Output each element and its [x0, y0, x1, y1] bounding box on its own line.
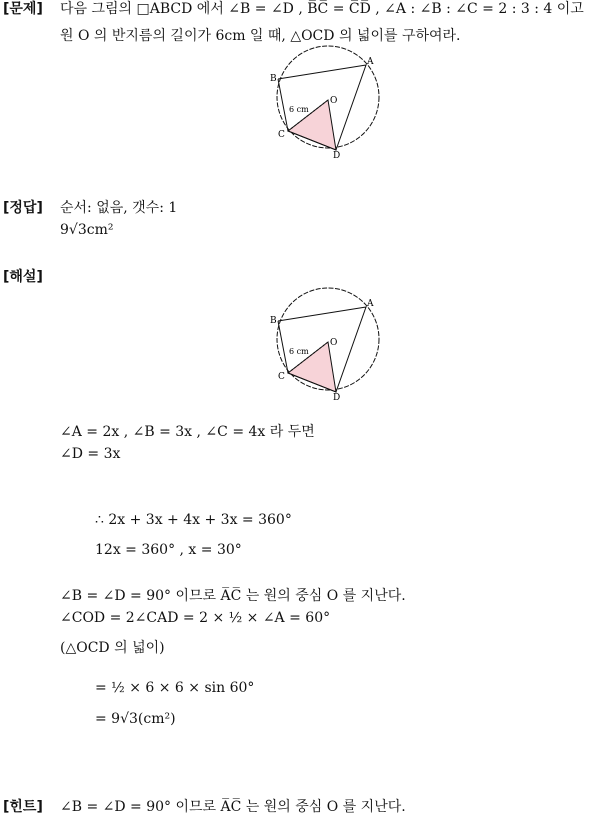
label-radius: 6 cm [289, 105, 309, 114]
solution-line-6: ∠COD = 2∠CAD = 2 × ½ × ∠A = 60° [60, 610, 331, 626]
label-a: A [367, 57, 374, 67]
label-d: D [333, 393, 341, 403]
answer-value: 9√3cm² [60, 222, 114, 238]
problem-line-1: 다음 그림의 □ABCD 에서 ∠B = ∠D , B̅C̅ = C̅D̅ , ∠A : ∠B : ∠C = 2 : 3 : 4 이고 [60, 1, 584, 17]
solution-line-4: 12x = 360° , x = 30° [95, 542, 242, 558]
solution-line-7: (△OCD 의 넓이) [60, 640, 165, 656]
problem-tag: [문제] [3, 1, 43, 17]
solution-line-1: ∠A = 2x , ∠B = 3x , ∠C = 4x 라 두면 [60, 424, 315, 440]
label-a: A [367, 299, 374, 309]
problem-line-2: 원 O 의 반지름의 길이가 6cm 일 때, △OCD 의 넓이를 구하여라. [60, 28, 461, 44]
label-radius: 6 cm [289, 347, 309, 356]
hint-text: ∠B = ∠D = 90° 이므로 A̅C̅ 는 원의 중심 O 를 지난다. [60, 799, 406, 815]
problem-figure [268, 44, 388, 162]
label-c: C [278, 372, 285, 382]
solution-line-5: ∠B = ∠D = 90° 이므로 A̅C̅ 는 원의 중심 O 를 지난다. [60, 588, 406, 604]
answer-meta: 순서: 없음, 갯수: 1 [60, 200, 178, 216]
solution-line-8: = ½ × 6 × 6 × sin 60° [95, 680, 255, 696]
solution-tag: [해설] [3, 269, 43, 285]
hint-tag: [힌트] [3, 799, 43, 815]
label-o: O [330, 338, 338, 348]
solution-line-3: ∴ 2x + 3x + 4x + 3x = 360° [95, 512, 292, 528]
label-b: B [270, 74, 277, 84]
label-b: B [270, 316, 277, 326]
answer-tag: [정답] [3, 200, 43, 216]
label-d: D [333, 151, 341, 161]
label-c: C [278, 130, 285, 140]
solution-line-2: ∠D = 3x [60, 446, 121, 462]
solution-figure [268, 286, 388, 404]
label-o: O [330, 96, 338, 106]
solution-line-9: = 9√3(cm²) [95, 711, 176, 727]
